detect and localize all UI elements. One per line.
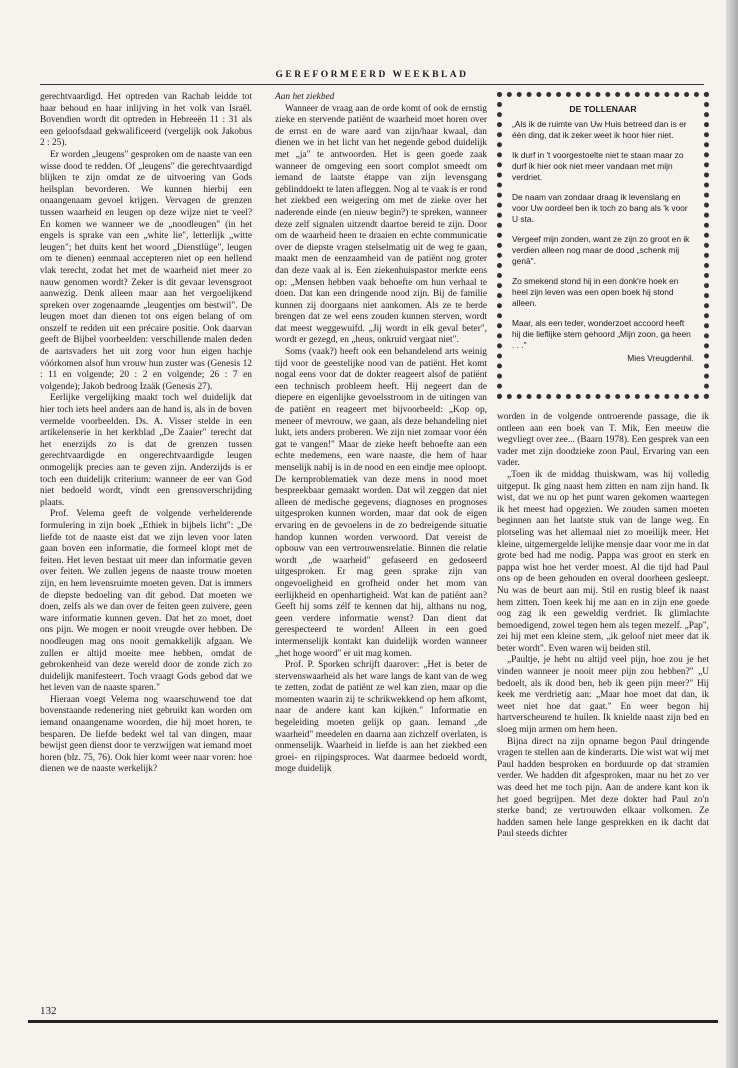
- poem-title: DE TOLLENAAR: [569, 104, 637, 114]
- poem-box: [497, 92, 709, 399]
- poem-signature: Mies Vreugdenhil.: [627, 353, 694, 363]
- paragraph: Er worden „leugens" gesproken om de naaste van een wisse dood te redden. Of „leugens" die gerechtvaardigd blijken te zijn omdat ze de uitvoering van Gods heilsplan bevorderen. We kunnen hierbij een onaangenaam gevoel krijgen. Vervagen de grenzen tussen waarheid en leugen op deze wijze niet te veel? En komen we wanneer we de „noodleugen" (in het engels is sprake van een „white lie", letterlijk „witte leugen"; het duits kent het woord „Dienstlüge", leugen om te dienen) eenmaal accepteren niet op een hellend vlak terecht, zodat het met de waarheid niet meer zo nauw genomen wordt? Zeker is dit gevaar levensgroot aanwezig. Denk alleen maar aan het vergoelijkend spreken over zogenaamde „leugentjes om bestwil". De leugen moet dan dienen tot ons eigen belang of om onszelf te redden uit een précaire positie. Ook daarvan geeft de Bijbel voorbeelden: verschillende malen deden de aartsvaders het uit zorg voor hun eigen hachje vóórkomen alsof hun vrouw hun zuster was (Genesis 12 : 11 en volgende; 20 : 2 en volgende; 26 : 7 en volgende); Jakob bedroog Izaäk (Genesis 27).: [40, 149, 252, 392]
- paragraph: Hieraan voegt Velema nog waarschuwend toe dat bovenstaande redenering niet gebruikt kan worden om iemand onaangename woorden, die hij moet horen, te besparen. De liefde bedekt wel tal van dingen, maar bewijst geen dienst door te verzwijgen wat iemand moet horen (blz. 75, 76). Ook hier komt weer naar voren: hoe dienen we de naaste werkelijk?: [40, 694, 252, 775]
- page-edge: [726, 0, 738, 1068]
- poem-stanza: Vergeef mijn zonden, want ze zijn zo groot en ik verdien alleen nog maar de dood „schenk mij genā".: [512, 234, 690, 266]
- paragraph: Prof. Velema geeft de volgende verhelderende formulering in zijn boek „Ethiek in bijbels licht": „De liefde tot de naaste eist dat we zijn leven voor laten gaan boven een informatie, die formeel klopt met de feiten. Het leven bestaat uit meer dan informatie geven over feiten. We zullen jegens de naaste trouw moeten zijn, en hem levensruimte moeten geven. Dat is immers de diepste bedoeling van dit gebod. Dat moeten we doen, zelfs als we dan over de feiten geen zuivere, geen ware informatie kunnen geven. Dat het zo moet, doet ons pijn. We mogen er nooit vreugde over hebben. De noodleugen mag ons nooit gemakkelijk afgaan. We zullen er altijd moeite mee hebben, omdat de gebrokenheid van deze wereld door de zonde zich zo duidelijk manifesteert. Toch vraagt Gods gebod dat we het leven van de naaste sparen.": [40, 509, 252, 694]
- header-rule: [40, 84, 704, 85]
- paragraph: Prof. P. Sporken schrijft daarover: „Het is beter de stervenswaarheid als het ware langs de kant van de weg te zetten, zodat de patiënt ze wel kan zien, maar op die momenten waarin zij te schrikwekkend op hem afkomt, naar de andere kant kan kijken." Informatie en begeleiding moeten gelijk op gaan. Iemand „de waarheid" meedelen en daarna aan zichzelf overlaten, is onmenselijk. Waarheid in liefde is aan het ziekbed een groei- en rijpingsproces. Wat daarmee bedoeld wordt, moge duidelijk: [275, 660, 487, 775]
- paragraph: Eerlijke vergelijking maakt toch wel duidelijk dat hier toch iets heel anders aan de hand is, als in de boven vermelde voorbeelden. Ds. A. Visser stelde in een artikelenserie in het kerkblad „De Zaaier" terecht dat het enerzijds zo is dat de grenzen tussen gerechtvaardigde en ongerechtvaardigde leugen onmogelijk precies aan te geven zijn. Anderzijds is er toch een duidelijk criterium: wanneer de eer van God niet bedoeld wordt, vindt een grensoverschrijding plaats.: [40, 393, 252, 508]
- paragraph: Soms (vaak?) heeft ook een behandelend arts weinig tijd voor de geestelijke nood van de patiënt. Het komt nogal eens voor dat de dokter reageert alsof de patiënt een technisch probleem heeft. Hij negeert dan de diepere en eigenlijke gevoelsstroom in de uitingen van de patiënt en reageert met bijvoorbeeld: „Kop op, meneer of mevrouw, we gaan, als deze behandeling niet lukt, iets anders proberen. We zijn niet zomaar voor één gat te vangen!" Maar de zieke heeft behoefte aan een echte medemens, een ware naaste, die hem of haar menselijk nabij is in de nood en een eindje mee oploopt. De kernproblematiek van deze mens in nood moet bespreekbaar gemaakt worden. Dat wil zeggen dat niet alleen de medische gegevens, diagnoses en prognoses uitgesproken kunnen worden, maar dat ook de eigen ervaring en de gevoelens in de zo bedreigende situatie handop kunnen worden verwoord. Dat vereist de opbouw van een vertrouwensrelatie. Binnen die relatie wordt „de waarheid" gefaseerd en gedoseerd uitgesproken. Er mag geen sprake zijn van ongevoeligheid en grofheid onder het mom van eerlijkheid en openhartigheid. Wat kan de patiënt aan? Geeft hij soms zélf te kennen dat hij, althans nu nog, geen verdere informatie wenst? Dan dient dat gerespecteerd te worden! Alleen in een goed intermenselijk kontakt kan duidelijk worden wanneer „het hoge woord" er uit mag komen.: [275, 347, 487, 659]
- paragraph: gerechtvaardigd. Het optreden van Rachab leidde tot haar behoud en haar inlijving in het volk van Israël. Bovendien wordt dit optreden in Hebreeën 11 : 31 als een geloofsdaad gekwalificeerd (vergelijk ook Jakobus 2 : 25).: [40, 92, 252, 149]
- section-subtitle: Aan het ziekbed: [275, 92, 335, 102]
- poem-stanza: Maar, als een teder, wonderzoet accoord heeft hij die lieflijke stem gehoord „Mijn zoon, ga heen . . .": [512, 318, 691, 350]
- paragraph: „Toen ik de middag thuiskwam, was hij volledig uitgeput. Ik ging naast hem zitten en nam zijn hand. Ik wist, dat we nu op het punt waren gekomen waartegen ik het meest had opgezien. We zouden samen moeten beginnen aan het laatste stuk van de lange weg. En plotseling was het allemaal niet zo moeilijk meer. Het kleine, uitgemergelde lelijke mensje daar voor me in dat grote bed had me nodig. Pappa was groot en sterk en pappa wist hoe het verder moest. Al die tijd had Paul ons op de been gehouden en overal doorheen gesleept. Nu was de beurt aan mij. Stil en rustig bleef ik naast hem zitten. Toen keek hij me aan en in zijn ene goede oog zag ik een geweldig verdriet. Ik glimlachte bemoedigend, zowel tegen hem als tegen mezelf. „Pap", zei hij met een kleine stem, „ik geloof niet meer dat ik beter wordt". Even waren wij beiden stil.: [497, 469, 709, 654]
- paragraph: Bijna direct na zijn opname begon Paul dringende vragen te stellen aan de kinderarts. Die wist wat wij met Paul hadden besproken en borduurde op dat stramien verder. We hadden dit afgesproken, maar nu het zo ver was deed het me toch pijn. Aan de andere kant kon ik het goed begrijpen. Met deze dokter had Paul zo'n sterke band; ze vertrouwden elkaar volkomen. Ze hadden samen hele lange gesprekken en ik dacht dat Paul steeds dichter: [497, 736, 709, 840]
- poem-stanza: Zo smekend stond hij in een donk're hoek en heel zijn leven was een open boek hij stond alleen.: [512, 276, 679, 308]
- column-left: [40, 92, 252, 776]
- poem-stanza: „Als ik de ruimte van Uw Huis betreed dan is er één ding, dat ik zeker weet ik hoor hier niet.: [512, 119, 687, 140]
- poem-stanza: De naam van zondaar draag ik levenslang en voor Uw oordeel ben ik toch zo bang als 'k voor U sta.: [512, 192, 688, 224]
- column-middle: [275, 92, 487, 776]
- column-right: [497, 412, 709, 841]
- footer-rule: [28, 1020, 718, 1023]
- paragraph: „Paultje, je hebt nu altijd veel pijn, hoe zou je het vinden wanneer je nooit meer pijn zou hebben?" „U bedoelt, als ik dood ben, heb ik geen pijn meer?" Hij keek me verdrietig aan: „Maar hoe moet dat dan, ik weet niet hoe dat gaat." En weer begon hij hartverscheurend te huilen. Ik knielde naast zijn bed en sloeg mijn armen om hem heen.: [497, 655, 709, 736]
- paragraph: worden in de volgende ontroerende passage, die ik ontleen aan een boek van T. Mik, Een meeuw die wegvliegt over zee... (Baarn 1978). Een gesprek van een vader met zijn doodzieke zoon Paul, Ervaring van een vader.: [497, 412, 709, 469]
- publication-header: GEREFORMEERD WEEKBLAD: [275, 70, 469, 80]
- poem-stanza: Ik durf in 't voorgestoelte niet te staan maar zo durf ik hier ook niet meer vandaan met mijn verdriet.: [512, 150, 684, 182]
- page-number: 132: [40, 1005, 57, 1017]
- paragraph: Wanneer de vraag aan de orde komt of ook de ernstig zieke en stervende patiënt de waarheid moet horen over de ernst en de ware aard van zijn/haar kwaal, dan dienen we in het licht van het negende gebod duidelijk met „ja" te antwoorden. Het is geen goede zaak wanneer de omgeving een soort complot smeedt om iemand de laatste étappe van zijn levensgang geblinddoekt te laten afleggen. Nog al te vaak is er rond het ziekbed een weigering om met de zieke over het naderende einde (en nieuw begin?) te spreken, wanneer deze zelf signalen uitzendt daartoe bereid te zijn. Door om de waarheid heen te draaien en echte communicatie over de diepste vragen stelselmatig uit de weg te gaan, maakt men de eenzaamheid van de patiënt nog groter dan deze vaak al is. Een ziekenhuispastor merkte eens op: „Mensen hebben vaak behoefte om hun verhaal te doen. Dat kan een dringende nood zijn. Bij de familie kunnen zij doorgaans niet aankomen. Als ze te berde brengen dat ze wel eens zouden kunnen sterven, wordt dat meest weggewuifd. „Jij wordt in elk geval beter", wordt er gezegd, en „heus, onkruid vergaat niet".: [275, 103, 487, 346]
